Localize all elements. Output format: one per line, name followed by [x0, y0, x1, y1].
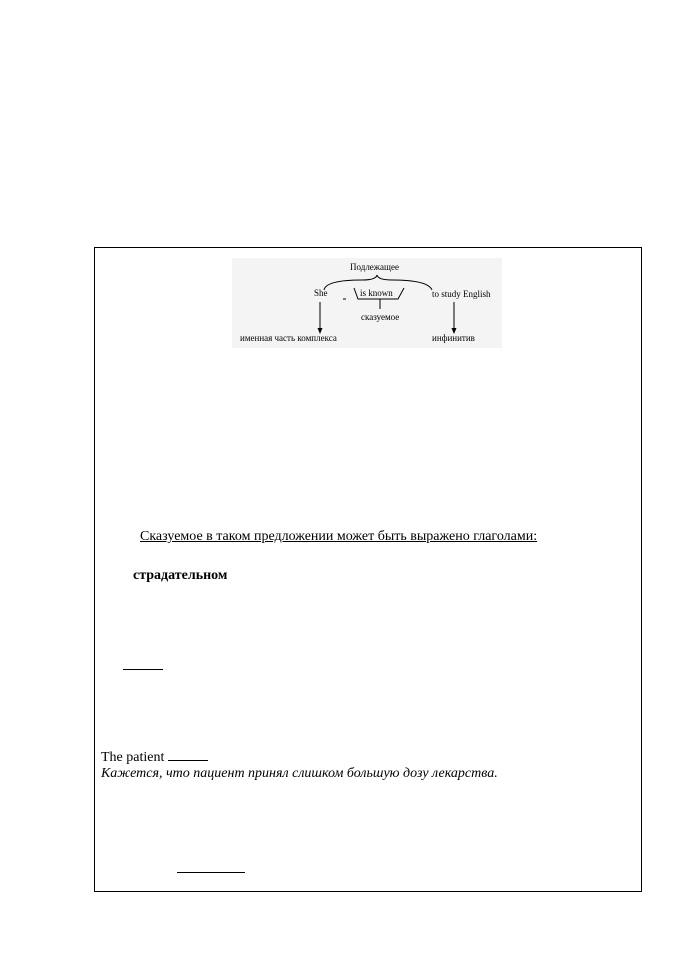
passive-voice-word: страдательном [133, 568, 228, 583]
infinitive-label: инфинитив [432, 333, 475, 343]
answer-blank-3[interactable] [177, 872, 245, 873]
example-sentence-english [101, 748, 208, 766]
predicate-label: сказуемое [361, 312, 400, 322]
word-to-study-english: to study English [432, 289, 491, 299]
nominal-part-label: именная часть комплекса [240, 333, 337, 343]
predicate-heading: Сказуемое в таком предложении может быть выражено глаголами: [140, 529, 538, 544]
word-she: She [314, 288, 328, 298]
complex-subject-diagram [232, 258, 502, 348]
subject-label: Подлежащее [350, 262, 399, 272]
answer-blank-1[interactable] [123, 669, 163, 670]
example-sentence-russian: Кажется, что пациент принял слишком большую дозу лекарства. [101, 766, 498, 781]
word-is-known: is known [360, 288, 393, 298]
answer-blank-2[interactable] [168, 748, 208, 761]
example-en-text: The patient [101, 750, 165, 765]
